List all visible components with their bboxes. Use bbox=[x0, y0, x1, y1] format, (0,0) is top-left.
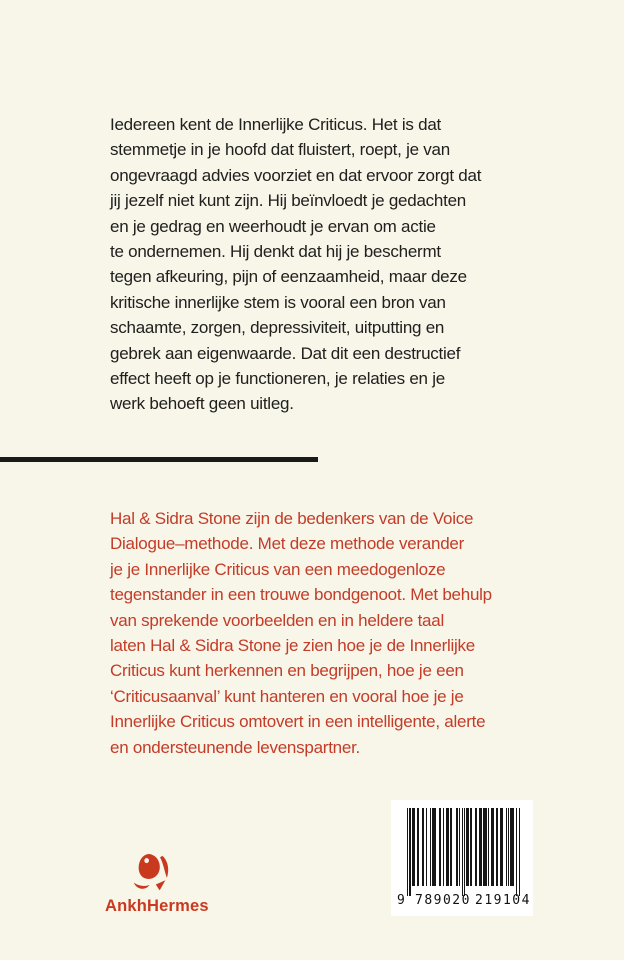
barcode bbox=[391, 800, 533, 916]
text-line: Iedereen kent de Innerlijke Criticus. Het is dat bbox=[110, 115, 442, 134]
text-line: van sprekende voorbeelden en in heldere taal bbox=[110, 610, 444, 630]
text-line: en je gedrag en weerhoudt je ervan om actie bbox=[110, 216, 436, 236]
barcode-digit-group2: 219104 bbox=[475, 893, 531, 908]
barcode-digits bbox=[391, 893, 533, 909]
barcode-bars bbox=[407, 808, 520, 896]
publisher-logo bbox=[105, 853, 209, 916]
section-divider bbox=[0, 457, 318, 462]
text-line: schaamte, zorgen, depressiviteit, uitputting en bbox=[110, 318, 445, 338]
text-line: kritische innerlijke stem is vooral een bron van bbox=[110, 292, 446, 312]
text-line: tegen afkeuring, pijn of eenzaamheid, maar deze bbox=[110, 267, 467, 287]
text-line: Hal & Sidra Stone zijn de bedenkers van de Voice bbox=[110, 509, 474, 528]
synopsis-paragraph bbox=[110, 112, 481, 417]
text-line: en ondersteunende levenspartner. bbox=[110, 737, 361, 757]
text-line: effect heeft op je functioneren, je relaties en je bbox=[110, 369, 445, 389]
text-line: je je Innerlijke Criticus van een meedogenloze bbox=[110, 559, 446, 579]
text-line: Criticus kunt herkennen en begrijpen, hoe je een bbox=[110, 661, 464, 681]
text-line: Dialogue–methode. Met deze methode verander bbox=[110, 534, 465, 554]
text-line: ongevraagd advies voorziet en dat ervoor zorgt dat bbox=[110, 165, 482, 185]
text-line: werk behoeft geen uitleg. bbox=[110, 394, 294, 414]
text-line: te ondernemen. Hij denkt dat hij je beschermt bbox=[110, 242, 441, 262]
text-line: gebrek aan eigenwaarde. Dat dit een destructief bbox=[110, 343, 461, 363]
text-line: stemmetje in je hoofd dat fluistert, roept, je van bbox=[110, 140, 450, 160]
text-line: jij jezelf niet kunt zijn. Hij beïnvloedt je gedachten bbox=[110, 191, 466, 211]
barcode-digit-group1: 789020 bbox=[415, 893, 471, 908]
text-line: ‘Criticusaanval’ kunt hanteren en vooral hoe je je bbox=[110, 686, 464, 706]
text-line: tegenstander in een trouwe bondgenoot. Met behulp bbox=[110, 585, 492, 605]
authors-note-paragraph bbox=[110, 506, 492, 760]
text-line: laten Hal & Sidra Stone je zien hoe je de Innerlijke bbox=[110, 636, 476, 656]
publisher-name: AnkhHermes bbox=[105, 897, 209, 915]
text-line: Innerlijke Criticus omtovert in een intelligente, alerte bbox=[110, 712, 486, 732]
ankh-icon bbox=[131, 853, 173, 895]
barcode-digit-prefix: 9 bbox=[397, 893, 407, 908]
